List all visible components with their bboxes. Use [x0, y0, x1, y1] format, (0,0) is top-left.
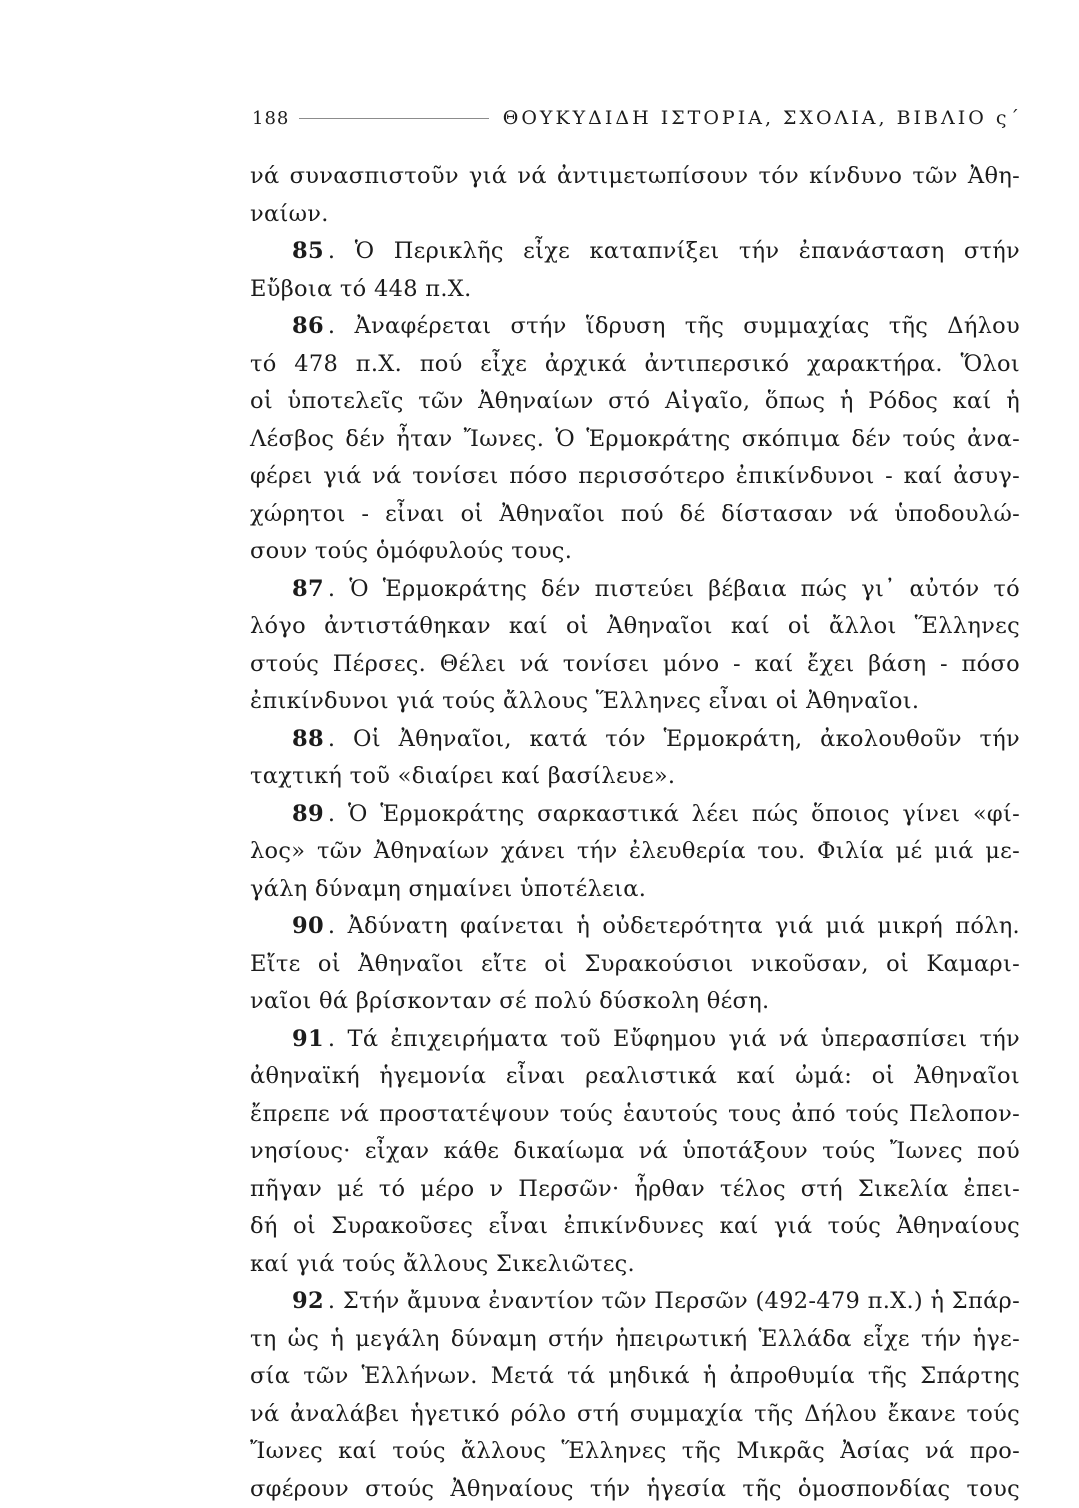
- line-text: λόγο ἀντιστάθηκαν καί οἱ Ἀθηναῖοι καί οἱ ἄλλοι Ἕλληνες: [250, 608, 1020, 646]
- text-line: [250, 1396, 1020, 1434]
- line-text: πῆγαν μέ τό μέρο ν Περσῶν· ἦρθαν τέλος στή Σικελία ἐπει-: [250, 1171, 1020, 1209]
- line-text: Ἴωνες καί τούς ἄλλους Ἕλληνες τῆς Μικρᾶς Ἀσίας νά προ-: [250, 1433, 1020, 1471]
- text-line: [250, 1208, 1020, 1246]
- text-line: [250, 946, 1020, 984]
- line-text: ἔπρεπε νά προστατέψουν τούς ἑαυτούς τους ἀπό τούς Πελοπον-: [250, 1096, 1020, 1134]
- note-number: 88: [292, 721, 324, 759]
- line-text: τό 478 π.Χ. πού εἶχε ἀρχικά ἀντιπερσικό χαρακτήρα. Ὅλοι: [250, 346, 1020, 384]
- text-line: [250, 421, 1020, 459]
- line-text: νησίους· εἶχαν κάθε δικαίωμα νά ὑποτάξουν τούς Ἴωνες πού: [250, 1133, 1020, 1171]
- line-text: στούς Πέρσες. Θέλει νά τονίσει μόνο - καί ἔχει βάση - πόσο: [250, 646, 1020, 684]
- note-number: 89: [292, 796, 324, 834]
- text-line: [250, 196, 1020, 234]
- text-line: [250, 1058, 1020, 1096]
- text-line: [250, 458, 1020, 496]
- line-text: ἀθηναϊκή ἡγεμονία εἶναι ρεαλιστικά καί ὠμά: οἱ Ἀθηναῖοι: [250, 1058, 1020, 1096]
- page-number: 188: [252, 108, 289, 129]
- note-number: 90: [292, 908, 324, 946]
- line-text: φέρει γιά νά τονίσει πόσο περισσότερο ἐπικίνδυνοι - καί ἀσυγ-: [250, 458, 1020, 496]
- line-text: Εἴτε οἱ Ἀθηναῖοι εἴτε οἱ Συρακούσιοι νικοῦσαν, οἱ Καμαρι-: [250, 946, 1020, 984]
- line-text: ἐπικίνδυνοι γιά τούς ἄλλους Ἕλληνες εἶναι οἱ Ἀθηναῖοι.: [250, 688, 919, 714]
- note-number: 87: [292, 571, 324, 609]
- text-line: [250, 871, 1020, 909]
- text-line: [250, 1133, 1020, 1171]
- line-text: δή οἱ Συρακοῦσες εἶναι ἐπικίνδυνες καί γιά τούς Ἀθηναίους: [250, 1208, 1020, 1246]
- note-number: 91: [292, 1021, 324, 1059]
- text-line: [250, 1321, 1020, 1359]
- text-line: [250, 1433, 1020, 1471]
- text-line: [250, 608, 1020, 646]
- line-text: σία τῶν Ἑλλήνων. Μετά τά μηδικά ἡ ἀπροθυμία τῆς Σπάρτης: [250, 1358, 1020, 1396]
- line-text: καί γιά τούς ἄλλους Σικελιῶτες.: [250, 1251, 635, 1277]
- line-text: γάλη δύναμη σημαίνει ὑποτέλεια.: [250, 876, 646, 902]
- line-text: σφέρουν στούς Ἀθηναίους τήν ἡγεσία τῆς ὁμοσπονδίας τους: [250, 1471, 1020, 1508]
- line-text: χώρητοι - εἶναι οἱ Ἀθηναῖοι πού δέ δίστασαν νά ὑποδουλώ-: [250, 496, 1020, 534]
- note-number: 92: [292, 1283, 324, 1321]
- text-line: [250, 1171, 1020, 1209]
- note-number: 85: [292, 233, 324, 271]
- note-first-line: [250, 1283, 1020, 1321]
- text-line: [250, 158, 1020, 196]
- line-text: . Οἱ Ἀθηναῖοι, κατά τόν Ἑρμοκράτη, ἀκολουθοῦν τήν: [328, 721, 1020, 759]
- text-line: [250, 533, 1020, 571]
- line-text: . Τά ἐπιχειρήματα τοῦ Εὔφημου γιά νά ὑπερασπίσει τήν: [328, 1021, 1020, 1059]
- line-text: οἱ ὑποτελεῖς τῶν Ἀθηναίων στό Αἰγαῖο, ὅπως ἡ Ρόδος καί ἡ: [250, 383, 1020, 421]
- running-header: [252, 100, 1022, 136]
- note-first-line: [250, 796, 1020, 834]
- header-rule: [299, 118, 488, 119]
- body-text: [250, 158, 1020, 1508]
- text-line: [250, 271, 1020, 309]
- line-text: . Στήν ἄμυνα ἐναντίον τῶν Περσῶν (492-479 π.Χ.) ἡ Σπάρ-: [328, 1283, 1020, 1321]
- text-line: [250, 496, 1020, 534]
- note-first-line: [250, 721, 1020, 759]
- line-text: Εὔβοια τό 448 π.Χ.: [250, 276, 472, 302]
- text-line: [250, 683, 1020, 721]
- line-text: νά συνασπιστοῦν γιά νά ἀντιμετωπίσουν τόν κίνδυνο τῶν Ἀθη-: [250, 158, 1020, 196]
- text-line: [250, 833, 1020, 871]
- line-text: σουν τούς ὁμόφυλούς τους.: [250, 538, 572, 564]
- text-line: [250, 1096, 1020, 1134]
- running-title: ΘΟΥΚΥΔΙΔΗ ΙΣΤΟΡΙΑ, ΣΧΟΛΙΑ, ΒΙΒΛΙΟ ς΄: [503, 107, 1022, 129]
- line-text: τη ὡς ἡ μεγάλη δύναμη στήν ἠπειρωτική Ἑλλάδα εἶχε τήν ἡγε-: [250, 1321, 1020, 1359]
- line-text: . Ὁ Ἑρμοκράτης δέν πιστεύει βέβαια πώς γι᾽ αὐτόν τό: [328, 571, 1020, 609]
- line-text: λος» τῶν Ἀθηναίων χάνει τήν ἐλευθερία του. Φιλία μέ μιά με-: [250, 833, 1020, 871]
- text-line: [250, 983, 1020, 1021]
- line-text: . Ἀναφέρεται στήν ἵδρυση τῆς συμμαχίας τῆς Δήλου: [328, 308, 1020, 346]
- line-text: . Ὁ Ἑρμοκράτης σαρκαστικά λέει πώς ὅποιος γίνει «φί-: [328, 796, 1020, 834]
- line-text: ταχτική τοῦ «διαίρει καί βασίλευε».: [250, 763, 675, 789]
- line-text: Λέσβος δέν ἦταν Ἴωνες. Ὁ Ἑρμοκράτης σκόπιμα δέν τούς ἀνα-: [250, 421, 1020, 459]
- note-first-line: [250, 308, 1020, 346]
- note-first-line: [250, 1021, 1020, 1059]
- line-text: ναίων.: [250, 201, 329, 227]
- line-text: . Ὁ Περικλῆς εἶχε καταπνίξει τήν ἐπανάσταση στήν: [328, 233, 1020, 271]
- line-text: . Ἀδύνατη φαίνεται ἡ οὐδετερότητα γιά μιά μικρή πόλη.: [328, 908, 1020, 946]
- note-first-line: [250, 908, 1020, 946]
- text-line: [250, 758, 1020, 796]
- note-first-line: [250, 571, 1020, 609]
- text-line: [250, 646, 1020, 684]
- line-text: νά ἀναλάβει ἡγετικό ρόλο στή συμμαχία τῆς Δήλου ἔκανε τούς: [250, 1396, 1020, 1434]
- note-first-line: [250, 233, 1020, 271]
- text-line: [250, 1358, 1020, 1396]
- text-line: [250, 1246, 1020, 1284]
- text-line: [250, 346, 1020, 384]
- text-line: [250, 383, 1020, 421]
- line-text: ναῖοι θά βρίσκονταν σέ πολύ δύσκολη θέση.: [250, 988, 769, 1014]
- note-number: 86: [292, 308, 324, 346]
- text-line: [250, 1471, 1020, 1508]
